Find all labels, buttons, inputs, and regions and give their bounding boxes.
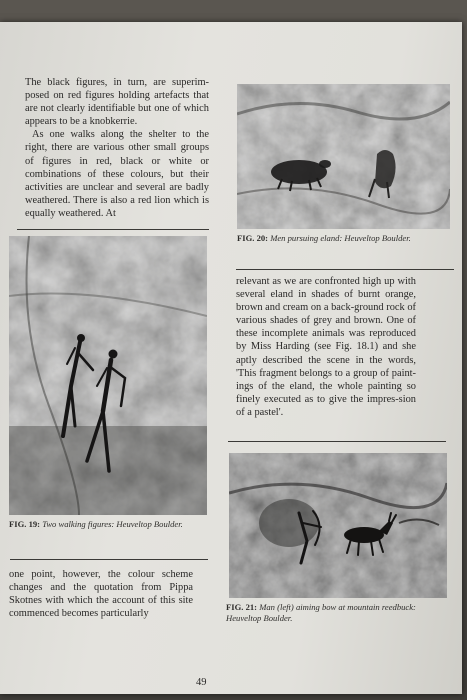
fig20-caption-text: Men pursuing eland: Heuveltop Boulder. xyxy=(270,233,411,243)
left-top-rule xyxy=(17,229,209,230)
left-column-bottom-text xyxy=(9,568,193,620)
fig20-label: FIG. 20: xyxy=(237,233,269,243)
book-page xyxy=(0,22,462,694)
paragraph-2: As one walks along the shelter to the right, there are various other small groups of figures in red, black or white or combinations of these colours, but their activities are unclear and several are badly weathered. There is also a red lion which is equally weathered. At xyxy=(25,129,209,219)
fig19-rule xyxy=(10,559,208,560)
fig21-caption xyxy=(226,602,436,623)
paragraph-1: The black figures, in turn, are superim-posed on red figures holding artefacts that are not clearly identifiable but one of which appears to be a knobkerrie. xyxy=(25,77,209,128)
fig19-caption xyxy=(9,519,207,530)
fig20-caption xyxy=(237,233,450,244)
fig20-photo xyxy=(237,84,450,229)
right-middle-rule xyxy=(228,441,446,442)
fig21-label: FIG. 21: xyxy=(226,602,258,612)
fig20-rule xyxy=(236,269,454,270)
left-column-top-text xyxy=(25,76,209,220)
fig21-photo xyxy=(229,453,447,598)
paragraph-3: relevant as we are confronted high up with several eland in shades of burnt orange, brown and cream on a back-ground rock of various shades of grey and brown. One of these incomplete animals was reproduced by Miss Harding (see Fig. 18.1) and she aptly described the scene in the words, 'This fragment belongs to a group of paint-ings of the eland, the whole painting so finely executed as to give the impres-sion of a pastel'. xyxy=(236,276,416,418)
page-number: 49 xyxy=(196,677,207,688)
fig19-photo xyxy=(9,236,207,515)
fig19-caption-text: Two walking figures: Heuveltop Boulder. xyxy=(42,519,183,529)
fig19-label: FIG. 19: xyxy=(9,519,41,529)
fig21-caption-text: Man (left) aiming bow at mountain reedbuck: Heuveltop Boulder. xyxy=(226,602,416,623)
right-column-text xyxy=(236,275,416,419)
paragraph-4: one point, however, the colour scheme changes and the quotation from Pippa Skotnes with which the account of this site commenced becomes particularly xyxy=(9,569,193,620)
